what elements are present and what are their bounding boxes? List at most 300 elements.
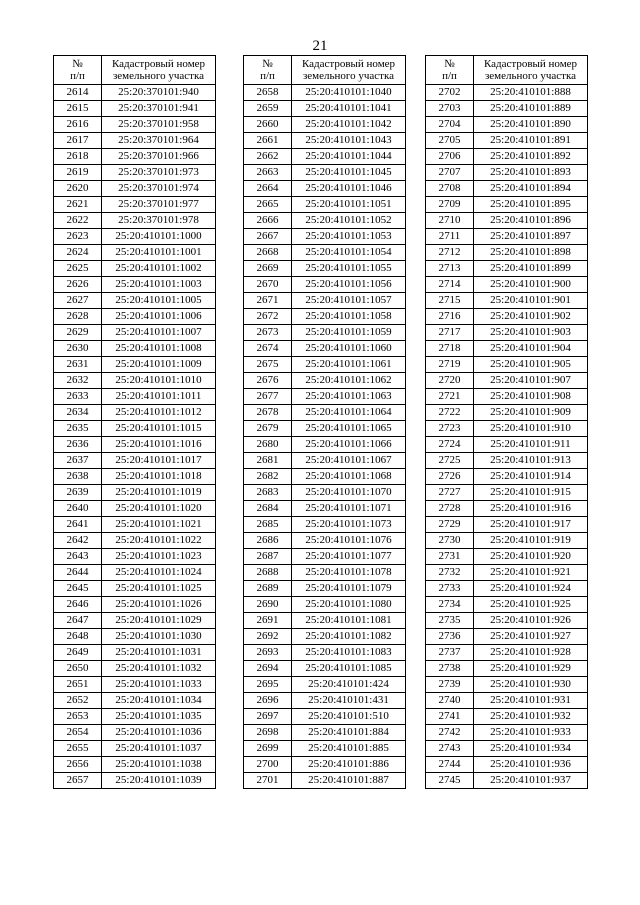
- cadastral-number: 25:20:410101:1073: [292, 517, 406, 533]
- table-row: [54, 709, 216, 725]
- row-number: 2687: [244, 549, 292, 565]
- cadastral-number: 25:20:410101:1033: [102, 677, 216, 693]
- table-row: [244, 117, 406, 133]
- cadastral-number: 25:20:410101:1052: [292, 213, 406, 229]
- header-cadastral-line1: Кадастровый номер: [483, 58, 578, 70]
- row-number: 2644: [54, 565, 102, 581]
- row-number: 2621: [54, 197, 102, 213]
- row-number: 2663: [244, 165, 292, 181]
- cadastral-number: 25:20:410101:1063: [292, 389, 406, 405]
- row-number: 2623: [54, 229, 102, 245]
- table-row: [426, 533, 588, 549]
- table-header-row: [426, 56, 588, 85]
- row-number: 2712: [426, 245, 474, 261]
- row-number: 2731: [426, 549, 474, 565]
- cadastral-number: 25:20:410101:1057: [292, 293, 406, 309]
- cadastral-number: 25:20:410101:927: [474, 629, 588, 645]
- row-number: 2642: [54, 533, 102, 549]
- table-row: [54, 773, 216, 789]
- cadastral-number: 25:20:410101:1051: [292, 197, 406, 213]
- table-row: [244, 629, 406, 645]
- cadastral-number: 25:20:410101:1029: [102, 613, 216, 629]
- cadastral-number: 25:20:410101:916: [474, 501, 588, 517]
- table-row: [54, 309, 216, 325]
- cadastral-number: 25:20:410101:1009: [102, 357, 216, 373]
- row-number: 2651: [54, 677, 102, 693]
- row-number: 2639: [54, 485, 102, 501]
- cadastral-number: 25:20:410101:1018: [102, 469, 216, 485]
- table-row: [54, 725, 216, 741]
- row-number: 2692: [244, 629, 292, 645]
- row-number: 2625: [54, 261, 102, 277]
- cadastral-number: 25:20:410101:1068: [292, 469, 406, 485]
- table-row: [244, 309, 406, 325]
- cadastral-number: 25:20:410101:1071: [292, 501, 406, 517]
- table-row: [54, 197, 216, 213]
- row-number: 2665: [244, 197, 292, 213]
- table-row: [244, 677, 406, 693]
- row-number: 2699: [244, 741, 292, 757]
- table-row: [426, 229, 588, 245]
- row-number: 2656: [54, 757, 102, 773]
- table-row: [426, 325, 588, 341]
- row-number: 2695: [244, 677, 292, 693]
- row-number: 2733: [426, 581, 474, 597]
- row-number: 2669: [244, 261, 292, 277]
- table-row: [244, 597, 406, 613]
- table-row: [426, 725, 588, 741]
- cadastral-number: 25:20:410101:917: [474, 517, 588, 533]
- cadastral-number: 25:20:410101:885: [292, 741, 406, 757]
- cadastral-number: 25:20:410101:930: [474, 677, 588, 693]
- table-row: [426, 501, 588, 517]
- row-number: 2708: [426, 181, 474, 197]
- table-row: [54, 645, 216, 661]
- header-cadastral-line1: Кадастровый номер: [111, 58, 206, 70]
- cadastral-number: 25:20:410101:1054: [292, 245, 406, 261]
- row-number: 2685: [244, 517, 292, 533]
- row-number: 2616: [54, 117, 102, 133]
- cadastral-number: 25:20:410101:900: [474, 277, 588, 293]
- table-row: [426, 117, 588, 133]
- table-row: [426, 597, 588, 613]
- row-number: 2721: [426, 389, 474, 405]
- row-number: 2636: [54, 437, 102, 453]
- cadastral-number: 25:20:410101:888: [474, 85, 588, 101]
- table-row: [426, 757, 588, 773]
- row-number: 2670: [244, 277, 292, 293]
- row-number: 2676: [244, 373, 292, 389]
- cadastral-number: 25:20:410101:1053: [292, 229, 406, 245]
- row-number: 2641: [54, 517, 102, 533]
- row-number: 2650: [54, 661, 102, 677]
- row-number: 2628: [54, 309, 102, 325]
- cadastral-number: 25:20:410101:1070: [292, 485, 406, 501]
- cadastral-number: 25:20:410101:1008: [102, 341, 216, 357]
- table-row: [426, 549, 588, 565]
- row-number: 2653: [54, 709, 102, 725]
- row-number: 2674: [244, 341, 292, 357]
- cadastral-number: 25:20:410101:1042: [292, 117, 406, 133]
- row-number: 2694: [244, 661, 292, 677]
- table-row: [244, 437, 406, 453]
- row-number: 2720: [426, 373, 474, 389]
- row-number: 2703: [426, 101, 474, 117]
- row-number: 2717: [426, 325, 474, 341]
- table-row: [426, 693, 588, 709]
- cadastral-number: 25:20:370101:941: [102, 101, 216, 117]
- cadastral-number: 25:20:410101:1056: [292, 277, 406, 293]
- cadastral-number: 25:20:410101:889: [474, 101, 588, 117]
- row-number: 2737: [426, 645, 474, 661]
- cadastral-number: 25:20:410101:1062: [292, 373, 406, 389]
- cadastral-number: 25:20:410101:1078: [292, 565, 406, 581]
- row-number: 2630: [54, 341, 102, 357]
- row-number: 2711: [426, 229, 474, 245]
- cadastral-number: 25:20:410101:424: [292, 677, 406, 693]
- table-row: [426, 309, 588, 325]
- cadastral-number: 25:20:410101:925: [474, 597, 588, 613]
- row-number: 2618: [54, 149, 102, 165]
- header-number-line1: №: [262, 58, 273, 70]
- cadastral-number: 25:20:410101:887: [292, 773, 406, 789]
- cadastral-number: 25:20:410101:1061: [292, 357, 406, 373]
- table-row: [54, 485, 216, 501]
- cadastral-number: 25:20:410101:1020: [102, 501, 216, 517]
- row-number: 2654: [54, 725, 102, 741]
- table-row: [54, 629, 216, 645]
- table-row: [54, 661, 216, 677]
- table-row: [426, 581, 588, 597]
- cadastral-number: 25:20:370101:964: [102, 133, 216, 149]
- table-row: [54, 693, 216, 709]
- table-row: [54, 389, 216, 405]
- row-number: 2689: [244, 581, 292, 597]
- table-row: [54, 357, 216, 373]
- table-row: [244, 533, 406, 549]
- cadastral-number: 25:20:410101:893: [474, 165, 588, 181]
- row-number: 2730: [426, 533, 474, 549]
- row-number: 2710: [426, 213, 474, 229]
- row-number: 2633: [54, 389, 102, 405]
- cadastral-number: 25:20:410101:905: [474, 357, 588, 373]
- table-row: [426, 773, 588, 789]
- table-row: [426, 165, 588, 181]
- row-number: 2715: [426, 293, 474, 309]
- cadastral-number: 25:20:410101:1080: [292, 597, 406, 613]
- table-row: [426, 389, 588, 405]
- table-row: [54, 261, 216, 277]
- cadastral-number: 25:20:410101:892: [474, 149, 588, 165]
- row-number: 2638: [54, 469, 102, 485]
- row-number: 2661: [244, 133, 292, 149]
- cadastral-number: 25:20:370101:978: [102, 213, 216, 229]
- row-number: 2617: [54, 133, 102, 149]
- row-number: 2634: [54, 405, 102, 421]
- cadastral-number: 25:20:410101:1067: [292, 453, 406, 469]
- row-number: 2648: [54, 629, 102, 645]
- table-row: [426, 261, 588, 277]
- header-number-line1: №: [72, 58, 83, 70]
- cadastral-number: 25:20:410101:937: [474, 773, 588, 789]
- row-number: 2662: [244, 149, 292, 165]
- cadastral-number: 25:20:410101:1001: [102, 245, 216, 261]
- header-cadastral-line1: Кадастровый номер: [301, 58, 396, 70]
- cadastral-number: 25:20:410101:1019: [102, 485, 216, 501]
- row-number: 2735: [426, 613, 474, 629]
- row-number: 2698: [244, 725, 292, 741]
- row-number: 2624: [54, 245, 102, 261]
- cadastral-number: 25:20:410101:1064: [292, 405, 406, 421]
- table-row: [244, 485, 406, 501]
- table-row: [426, 341, 588, 357]
- row-number: 2647: [54, 613, 102, 629]
- table-row: [244, 661, 406, 677]
- cadastral-number: 25:20:410101:933: [474, 725, 588, 741]
- table-row: [54, 517, 216, 533]
- cadastral-number: 25:20:410101:1024: [102, 565, 216, 581]
- cadastral-number: 25:20:410101:1016: [102, 437, 216, 453]
- cadastral-number: 25:20:410101:1076: [292, 533, 406, 549]
- cadastral-number: 25:20:410101:1030: [102, 629, 216, 645]
- cadastral-number: 25:20:370101:966: [102, 149, 216, 165]
- cadastral-number: 25:20:410101:1037: [102, 741, 216, 757]
- row-number: 2697: [244, 709, 292, 725]
- row-number: 2690: [244, 597, 292, 613]
- row-number: 2714: [426, 277, 474, 293]
- table-row: [54, 757, 216, 773]
- cadastral-number: 25:20:410101:1005: [102, 293, 216, 309]
- cadastral-number: 25:20:410101:911: [474, 437, 588, 453]
- row-number: 2724: [426, 437, 474, 453]
- row-number: 2704: [426, 117, 474, 133]
- cadastral-number: 25:20:410101:891: [474, 133, 588, 149]
- table-row: [54, 453, 216, 469]
- table-row: [54, 277, 216, 293]
- table-row: [426, 197, 588, 213]
- cadastral-number: 25:20:410101:1077: [292, 549, 406, 565]
- cadastral-number: 25:20:410101:907: [474, 373, 588, 389]
- table-row: [244, 421, 406, 437]
- table-row: [244, 101, 406, 117]
- table-row: [54, 117, 216, 133]
- row-number: 2666: [244, 213, 292, 229]
- cadastral-number: 25:20:410101:902: [474, 309, 588, 325]
- row-number: 2658: [244, 85, 292, 101]
- cadastral-number: 25:20:410101:1079: [292, 581, 406, 597]
- table-row: [54, 565, 216, 581]
- row-number: 2632: [54, 373, 102, 389]
- row-number: 2677: [244, 389, 292, 405]
- table-row: [426, 277, 588, 293]
- table-row: [426, 357, 588, 373]
- row-number: 2723: [426, 421, 474, 437]
- cadastral-number: 25:20:410101:932: [474, 709, 588, 725]
- table-row: [426, 405, 588, 421]
- row-number: 2652: [54, 693, 102, 709]
- table-row: [244, 469, 406, 485]
- cadastral-number: 25:20:410101:921: [474, 565, 588, 581]
- row-number: 2732: [426, 565, 474, 581]
- header-number-line2: п/п: [260, 70, 275, 82]
- row-number: 2738: [426, 661, 474, 677]
- row-number: 2713: [426, 261, 474, 277]
- table-row: [244, 517, 406, 533]
- table-row: [244, 213, 406, 229]
- table-row: [426, 85, 588, 101]
- table-row: [244, 549, 406, 565]
- cadastral-table-1: [53, 55, 216, 789]
- row-number: 2673: [244, 325, 292, 341]
- table-row: [426, 629, 588, 645]
- row-number: 2728: [426, 501, 474, 517]
- table-row: [54, 181, 216, 197]
- cadastral-number: 25:20:410101:1000: [102, 229, 216, 245]
- table-row: [54, 549, 216, 565]
- table-row: [54, 293, 216, 309]
- table-row: [54, 245, 216, 261]
- cadastral-number: 25:20:410101:904: [474, 341, 588, 357]
- row-number: 2671: [244, 293, 292, 309]
- table-row: [244, 293, 406, 309]
- cadastral-number: 25:20:410101:896: [474, 213, 588, 229]
- table-row: [54, 533, 216, 549]
- table-row: [244, 741, 406, 757]
- cadastral-number: 25:20:370101:958: [102, 117, 216, 133]
- header-cadastral: [474, 56, 588, 85]
- row-number: 2626: [54, 277, 102, 293]
- header-cadastral: [292, 56, 406, 85]
- cadastral-number: 25:20:410101:931: [474, 693, 588, 709]
- table-row: [54, 501, 216, 517]
- row-number: 2745: [426, 773, 474, 789]
- cadastral-number: 25:20:410101:898: [474, 245, 588, 261]
- cadastral-number: 25:20:410101:1045: [292, 165, 406, 181]
- table-row: [244, 581, 406, 597]
- table-row: [244, 645, 406, 661]
- table-row: [244, 165, 406, 181]
- table-row: [244, 613, 406, 629]
- cadastral-number: 25:20:410101:1041: [292, 101, 406, 117]
- row-number: 2640: [54, 501, 102, 517]
- cadastral-number: 25:20:410101:899: [474, 261, 588, 277]
- table-row: [426, 437, 588, 453]
- cadastral-number: 25:20:410101:1034: [102, 693, 216, 709]
- table-row: [426, 213, 588, 229]
- cadastral-number: 25:20:410101:1006: [102, 309, 216, 325]
- table-row: [426, 421, 588, 437]
- header-cadastral: [102, 56, 216, 85]
- table-row: [244, 757, 406, 773]
- row-number: 2614: [54, 85, 102, 101]
- cadastral-number: 25:20:410101:1038: [102, 757, 216, 773]
- cadastral-number: 25:20:410101:1015: [102, 421, 216, 437]
- table-row: [244, 501, 406, 517]
- row-number: 2705: [426, 133, 474, 149]
- cadastral-number: 25:20:410101:1003: [102, 277, 216, 293]
- cadastral-number: 25:20:410101:510: [292, 709, 406, 725]
- table-row: [244, 357, 406, 373]
- table-row: [244, 453, 406, 469]
- header-cadastral-line2: земельного участка: [302, 70, 395, 82]
- table-header-row: [54, 56, 216, 85]
- cadastral-number: 25:20:410101:1026: [102, 597, 216, 613]
- header-cadastral-line2: земельного участка: [112, 70, 205, 82]
- cadastral-number: 25:20:410101:1025: [102, 581, 216, 597]
- table-row: [426, 661, 588, 677]
- row-number: 2700: [244, 757, 292, 773]
- row-number: 2718: [426, 341, 474, 357]
- table-row: [54, 581, 216, 597]
- cadastral-number: 25:20:410101:1012: [102, 405, 216, 421]
- cadastral-number: 25:20:410101:903: [474, 325, 588, 341]
- cadastral-number: 25:20:410101:909: [474, 405, 588, 421]
- table-row: [244, 229, 406, 245]
- row-number: 2664: [244, 181, 292, 197]
- table-row: [54, 149, 216, 165]
- cadastral-number: 25:20:370101:974: [102, 181, 216, 197]
- table-row: [244, 85, 406, 101]
- cadastral-number: 25:20:410101:884: [292, 725, 406, 741]
- row-number: 2693: [244, 645, 292, 661]
- row-number: 2627: [54, 293, 102, 309]
- table-row: [54, 373, 216, 389]
- cadastral-number: 25:20:410101:1060: [292, 341, 406, 357]
- header-number-line1: №: [444, 58, 455, 70]
- row-number: 2660: [244, 117, 292, 133]
- cadastral-number: 25:20:410101:1011: [102, 389, 216, 405]
- table-row: [244, 405, 406, 421]
- cadastral-number: 25:20:410101:920: [474, 549, 588, 565]
- row-number: 2649: [54, 645, 102, 661]
- cadastral-number: 25:20:410101:1022: [102, 533, 216, 549]
- table-row: [244, 373, 406, 389]
- cadastral-number: 25:20:410101:895: [474, 197, 588, 213]
- table-row: [426, 133, 588, 149]
- table-row: [244, 261, 406, 277]
- cadastral-number: 25:20:410101:1066: [292, 437, 406, 453]
- row-number: 2743: [426, 741, 474, 757]
- row-number: 2657: [54, 773, 102, 789]
- table-row: [54, 341, 216, 357]
- cadastral-number: 25:20:370101:940: [102, 85, 216, 101]
- table-row: [426, 469, 588, 485]
- table-row: [426, 149, 588, 165]
- header-number: [54, 56, 102, 85]
- row-number: 2659: [244, 101, 292, 117]
- table-row: [244, 197, 406, 213]
- cadastral-table-2: [243, 55, 406, 789]
- row-number: 2696: [244, 693, 292, 709]
- row-number: 2691: [244, 613, 292, 629]
- table-row: [244, 389, 406, 405]
- table-row: [244, 133, 406, 149]
- table-row: [244, 773, 406, 789]
- row-number: 2643: [54, 549, 102, 565]
- table-row: [426, 709, 588, 725]
- row-number: 2740: [426, 693, 474, 709]
- row-number: 2707: [426, 165, 474, 181]
- row-number: 2682: [244, 469, 292, 485]
- row-number: 2734: [426, 597, 474, 613]
- table-row: [426, 565, 588, 581]
- table-row: [426, 677, 588, 693]
- row-number: 2719: [426, 357, 474, 373]
- row-number: 2726: [426, 469, 474, 485]
- cadastral-number: 25:20:410101:924: [474, 581, 588, 597]
- cadastral-number: 25:20:410101:1007: [102, 325, 216, 341]
- header-number: [244, 56, 292, 85]
